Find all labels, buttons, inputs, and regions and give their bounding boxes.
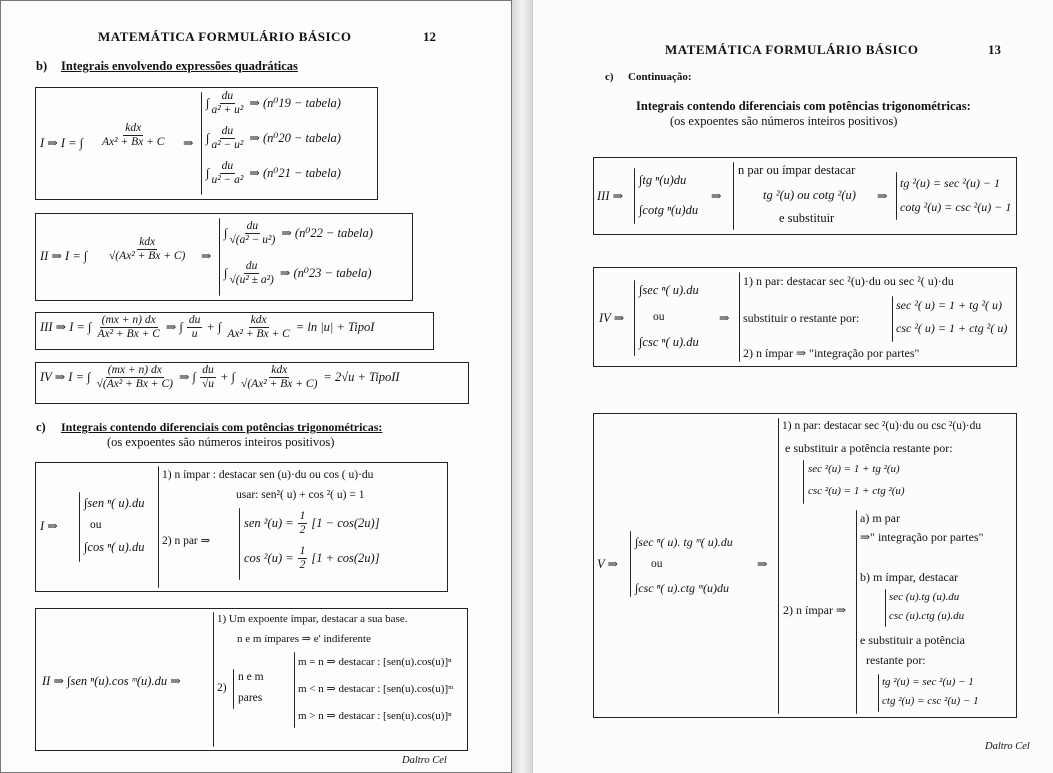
b4-num: (mx + n) dx: [107, 364, 162, 376]
r3-brace-mid: [733, 162, 734, 230]
right-page: [532, 0, 1053, 773]
b2-row-1-ref: ⇒ (n⁰22 − tabela): [281, 225, 373, 240]
r5-b4: e substituir a potência: [860, 633, 965, 647]
c2-case1: 1) Um expoente ímpar, destacar a sua base.: [217, 613, 408, 625]
b2-fraction: [107, 236, 187, 262]
c2-r2: m < n ⇒ destacar : [sen(u).cos(u)]ᵐ: [298, 683, 454, 695]
b2-brace: [219, 218, 220, 296]
right-title: Integrais contendo diferenciais com potências trigonométricas:: [636, 99, 971, 113]
right-subtitle: (os expoentes são números inteiros positivos): [670, 114, 898, 128]
r4-arrow: ⇒: [719, 311, 730, 325]
book-gutter: [512, 0, 532, 773]
b1-row-3-ref: ⇒ (n⁰21 − tabela): [249, 165, 341, 180]
b3-num: (mx + n) dx: [101, 314, 156, 326]
b3-prefix: III ⇒ I = ∫: [40, 319, 92, 334]
right-header: MATEMÁTICA FORMULÁRIO BÁSICO: [665, 42, 919, 57]
r5-a2: ⇒" integração por partes": [860, 530, 984, 544]
b4-num2: du: [202, 364, 214, 376]
b3-num2: du: [188, 314, 201, 326]
b4-den2: √u: [201, 377, 215, 390]
r5-a1: a) m par: [860, 511, 900, 525]
c2-case2: 2): [217, 682, 227, 694]
b2-row-2-ref: ⇒ (n⁰23 − tabela): [279, 265, 372, 280]
c2-case2b: pares: [238, 692, 263, 704]
c1-case2: 2) n par ⇒: [162, 535, 211, 547]
b2-row-1: ∫ $\frac{du}{\text{√(a² − u²)}}$ ⇒ (n⁰22 − tabela): [224, 220, 373, 246]
r4-ou: ou: [653, 311, 665, 323]
r5-brace-cases: [856, 510, 857, 714]
section-c-subtitle: (os expoentes são números inteiros positivos): [107, 435, 335, 449]
r3-arrow2: ⇒: [877, 189, 888, 203]
c1-f2-lhs: cos ²(u) =: [244, 550, 294, 565]
b1-num: kdx: [125, 122, 142, 134]
b3-mid: ⇒ ∫: [165, 319, 183, 334]
c1-f2-den: 2: [299, 558, 306, 571]
r5-g2: ctg ²(u) = csc ²(u) − 1: [882, 695, 979, 707]
b1-fraction: [100, 122, 166, 148]
r4-f2: csc ²( u) = 1 + ctg ²( u): [896, 321, 1008, 335]
b3-den: Ax² + Bx + C: [97, 327, 160, 340]
r5-b5: restante por:: [866, 653, 926, 667]
r5-f2: csc ²(u) = 1 + ctg ²(u): [808, 485, 905, 497]
r3-arrow: ⇒: [711, 189, 722, 203]
b3-num3: kdx: [250, 314, 267, 326]
b1-row-3-den: u² − a²: [211, 173, 244, 186]
right-section-label: c): [605, 71, 614, 83]
b1-row-3: ∫ $\frac{du}{\text{u² − a²}}$ ⇒ (n⁰21 − tabela): [206, 160, 341, 186]
c2-label: II ⇒ ∫sen ⁿ(u).cos ᵐ(u).du ⇒: [42, 674, 181, 688]
r5-arrow: ⇒: [757, 557, 768, 571]
r5-label: V ⇒: [597, 557, 619, 571]
section-c-label: c): [36, 420, 46, 434]
b1-row-3-num: du: [221, 160, 234, 172]
r4-c1: 1) n par: destacar sec ²(u)·du ou sec ²( u)·du: [743, 274, 954, 288]
b3-den2: u: [191, 327, 198, 340]
b1-row-1-num: du: [221, 90, 234, 102]
r5-ou: ou: [651, 558, 663, 570]
section-b-title: Integrais envolvendo expressões quadráticas: [61, 59, 298, 73]
c1-formula-1: [244, 510, 380, 536]
r3-brace-right: [896, 172, 897, 220]
r5-c1b: e substituir a potência restante por:: [785, 441, 953, 455]
r4-c1b: substituir o restante por:: [743, 311, 860, 325]
b1-brace: [201, 92, 202, 195]
b1-row-2-num: du: [221, 125, 234, 137]
r4-brace-mid: [739, 272, 740, 362]
r5-brace-sub3: [878, 674, 879, 712]
b2-row-2-num: du: [245, 260, 258, 272]
c2-brace-small: [233, 669, 234, 709]
b2-num: kdx: [139, 236, 156, 248]
b4-result: = 2√u + TipoII: [323, 369, 400, 384]
b3-formula: [40, 314, 374, 340]
r4-opt1: ∫sec ⁿ( u).du: [639, 283, 699, 297]
r5-brace-sub2: [885, 589, 886, 627]
b1-row-2-ref: ⇒ (n⁰20 − tabela): [249, 130, 341, 145]
c1-brace-right: [158, 466, 159, 588]
right-section-title: Continuação:: [628, 71, 692, 83]
right-signature: Daltro Cel: [985, 741, 1030, 752]
b1-row-2: ∫ $\frac{du}{\text{a² − u²}}$ ⇒ (n⁰20 − tabela): [206, 125, 341, 151]
c2-brace-cases: [294, 652, 295, 728]
section-c-title: Integrais contendo diferenciais com potências trigonométricas:: [61, 420, 383, 434]
r3-t3: e substituir: [779, 211, 835, 225]
c1-opt2: ∫cos ⁿ( u).du: [84, 540, 145, 554]
left-page-number: 12: [423, 29, 436, 44]
c1-f2-rhs: [1 + cos(2u)]: [311, 550, 380, 565]
c1-f2-num: 1: [299, 545, 306, 557]
c1-label: I ⇒: [40, 519, 58, 533]
b4-mid: ⇒ ∫: [178, 369, 196, 384]
b2-row-1-num: du: [246, 220, 259, 232]
b4-den: √(Ax² + Bx + C): [96, 377, 173, 390]
r5-c2: 2) n ímpar ⇒: [783, 603, 847, 617]
b1-row-1-ref: ⇒ (n⁰19 − tabela): [249, 95, 341, 110]
r3-opt1: ∫tg ⁿ(u)du: [639, 173, 687, 187]
r4-f1: sec ²( u) = 1 + tg ²( u): [896, 298, 1003, 312]
r5-brace-mid: [778, 418, 779, 714]
b3-den3: Ax² + Bx + C: [227, 327, 290, 340]
c1-f1-rhs: [1 − cos(2u)]: [311, 515, 380, 530]
b4-num3: kdx: [271, 364, 288, 376]
c2-brace: [213, 612, 214, 747]
r4-c2: 2) n ímpar ⇒ "integração por partes": [743, 346, 920, 360]
c1-brace-left: [79, 492, 80, 562]
r5-brace-left: [630, 531, 631, 597]
c2-case1b: n e m ímpares ⇒ e' indiferente: [237, 633, 371, 645]
c1-brace-inner: [239, 508, 240, 580]
c2-case2a: n e m: [238, 671, 264, 683]
b2-row-2: ∫ $\frac{du}{\text{√(u² ± a²)}}$ ⇒ (n⁰23 − tabela): [224, 260, 372, 286]
r5-b1: b) m ímpar, destacar: [860, 570, 959, 584]
b1-prefix: I ⇒ I = ∫: [40, 136, 84, 150]
c1-case1: 1) n ímpar : destacar sen (u)·du ou cos ( u)·du: [162, 469, 374, 481]
c1-case1b: usar: sen²( u) + cos ²( u) = 1: [236, 489, 365, 501]
b4-den3: √(Ax² + Bx + C): [241, 377, 318, 390]
b2-den: √(Ax² + Bx + C): [109, 249, 186, 262]
b1-row-1: ∫ $\frac{du}{\text{a² + u²}}$ ⇒ (n⁰19 − tabela): [206, 90, 341, 116]
b1-row-2-den: a² − u²: [211, 138, 244, 151]
c1-ou: ou: [90, 519, 102, 531]
c1-f1-lhs: sen ²(u) =: [244, 515, 294, 530]
r3-t2: tg ²(u) ou cotg ²(u): [763, 188, 856, 202]
r5-b3: csc (u).ctg (u).du: [889, 610, 965, 622]
right-page-number: 13: [988, 42, 1001, 57]
b1-row-1-den: a² + u²: [211, 103, 244, 116]
left-header: MATEMÁTICA FORMULÁRIO BÁSICO: [98, 29, 352, 44]
c2-r3: m > n ⇒ destacar : [sen(u).cos(u)]ⁿ: [298, 710, 452, 722]
r5-opt1: ∫sec ⁿ( u). tg ᵐ( u).du: [635, 535, 733, 549]
section-b-label: b): [36, 59, 48, 73]
r3-opt2: ∫cotg ⁿ(u)du: [639, 203, 699, 217]
r5-b2: sec (u).tg (u).du: [889, 591, 960, 603]
b3-plus: + ∫: [206, 319, 222, 334]
b1-den: Ax² + Bx + C: [102, 135, 165, 148]
r4-brace-right: [892, 296, 893, 342]
r5-brace-sub1: [803, 460, 804, 504]
b4-plus: + ∫: [220, 369, 236, 384]
b2-arrow: ⇒: [201, 249, 212, 263]
b2-row-1-den: √(a² − u²): [229, 233, 276, 246]
b4-formula: [40, 364, 400, 390]
c1-f1-den: 2: [299, 523, 306, 536]
b3-result: = ln |u| + TipoI: [295, 319, 375, 334]
r5-f1: sec ²(u) = 1 + tg ²(u): [808, 463, 900, 475]
b1-arrow: ⇒: [183, 136, 194, 150]
r3-label: III ⇒: [597, 189, 624, 203]
r3-f1: tg ²(u) = sec ²(u) − 1: [900, 176, 1001, 190]
c2-r1: m = n ⇒ destacar : [sen(u).cos(u)]ⁿ: [298, 656, 452, 668]
r5-opt2: ∫csc ⁿ( u).ctg ᵐ(u)du: [635, 581, 730, 595]
r5-c1: 1) n par: destacar sec ²(u)·du ou csc ²(u)·du: [782, 420, 982, 432]
left-signature: Daltro Cel: [402, 755, 447, 766]
c1-f1-num: 1: [299, 510, 306, 522]
b2-row-2-den: √(u² ± a²): [229, 273, 274, 286]
r3-t1: n par ou ímpar destacar: [738, 163, 856, 177]
r4-brace-left: [634, 280, 635, 356]
r4-label: IV ⇒: [599, 311, 625, 325]
r4-opt2: ∫csc ⁿ( u).du: [639, 335, 699, 349]
b2-prefix: II ⇒ I = ∫: [40, 249, 88, 263]
r5-g1: tg ²(u) = sec ²(u) − 1: [882, 676, 974, 688]
r3-f2: cotg ²(u) = csc ²(u) − 1: [900, 200, 1012, 214]
left-page: [0, 0, 512, 773]
r3-brace-left: [634, 168, 635, 224]
b4-prefix: IV ⇒ I = ∫: [40, 369, 91, 384]
c1-opt1: ∫sen ⁿ( u).du: [84, 496, 145, 510]
c1-formula-2: [244, 545, 380, 571]
